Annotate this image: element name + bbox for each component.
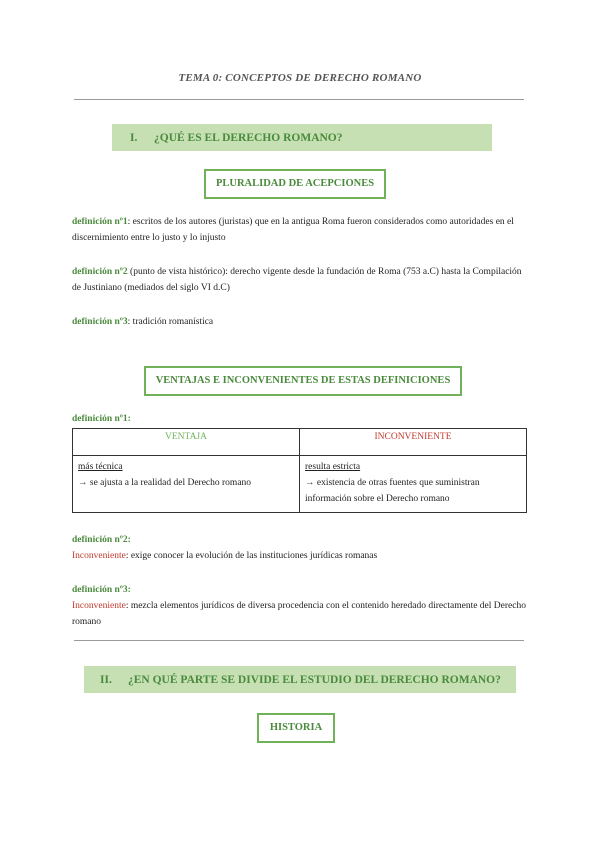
definition-3 bbox=[72, 314, 527, 330]
definition-label: definición nº3 bbox=[72, 317, 128, 327]
header-ventaja: VENTAJA bbox=[73, 429, 300, 456]
inconveniente-text: : exige conocer la evolución de las instituciones jurídicas romanas bbox=[125, 551, 378, 561]
divider bbox=[74, 640, 524, 641]
definition-2-block: definición nº2: Inconveniente: exige conocer la evolución de las instituciones jurídicas romanas bbox=[72, 535, 378, 561]
ventaja-text: → se ajusta a la realidad del Derecho romano bbox=[78, 478, 252, 488]
definition-1 bbox=[72, 214, 527, 246]
inconveniente-label: Inconveniente bbox=[72, 601, 126, 611]
definition-label: definición nº1 bbox=[72, 414, 128, 424]
divider bbox=[74, 99, 524, 100]
cell-ventaja bbox=[73, 456, 300, 513]
definition-1-heading: definición nº1: bbox=[72, 414, 131, 424]
definition-text: : escritos de los autores (juristas) que en la antigua Roma fueron considerados como autoridades en el discernimiento entre lo justo y lo injusto bbox=[72, 217, 514, 243]
cell-inconveniente bbox=[300, 456, 527, 513]
inconveniente-label: Inconveniente bbox=[72, 551, 126, 561]
inconveniente-text: : mezcla elementos jurídicos de diversa procedencia con el contenido heredado directamente del Derecho romano bbox=[72, 601, 526, 627]
definition-3-block: definición nº3: Inconveniente: mezcla elementos jurídicos de diversa procedencia con el contenido heredado directamente del Derecho romano bbox=[72, 585, 526, 627]
page-title: TEMA 0: CONCEPTOS DE DERECHO ROMANO bbox=[178, 72, 422, 84]
inconveniente-text: → existencia de otras fuentes que suministran información sobre el Derecho romano bbox=[305, 478, 480, 504]
table-row bbox=[73, 429, 527, 456]
ventaja-title: más técnica bbox=[78, 462, 123, 472]
section-title: ¿QUÉ ES EL DERECHO ROMANO? bbox=[154, 131, 343, 144]
historia-box: HISTORIA bbox=[257, 713, 335, 743]
definition-text: (punto de vista histórico): derecho vigente desde la fundación de Roma (753 a.C) hasta la Compilación de Justiniano (mediados del siglo VI d.C) bbox=[72, 267, 522, 293]
definition-label: definición nº1 bbox=[72, 217, 128, 227]
section-heading-2 bbox=[84, 666, 516, 693]
section-number: I. bbox=[130, 131, 138, 144]
definition-text: : tradición romanística bbox=[127, 317, 214, 327]
ventajas-box: VENTAJAS E INCONVENIENTES DE ESTAS DEFINICIONES bbox=[144, 366, 462, 396]
definition-2 bbox=[72, 264, 527, 296]
pluralidad-box: PLURALIDAD DE ACEPCIONES bbox=[204, 169, 386, 199]
section-title: ¿EN QUÉ PARTE SE DIVIDE EL ESTUDIO DEL DERECHO ROMANO? bbox=[128, 673, 501, 686]
ventajas-table bbox=[72, 428, 527, 513]
definition-label: definición nº2 bbox=[72, 267, 128, 277]
section-number: II. bbox=[100, 673, 112, 686]
definition-label: definición nº3 bbox=[72, 585, 128, 595]
definition-label: definición nº2 bbox=[72, 535, 128, 545]
inconveniente-title: resulta estricta bbox=[305, 462, 361, 472]
header-inconveniente: INCONVENIENTE bbox=[300, 429, 527, 456]
table-row bbox=[73, 456, 527, 513]
section-heading-1 bbox=[112, 124, 492, 151]
